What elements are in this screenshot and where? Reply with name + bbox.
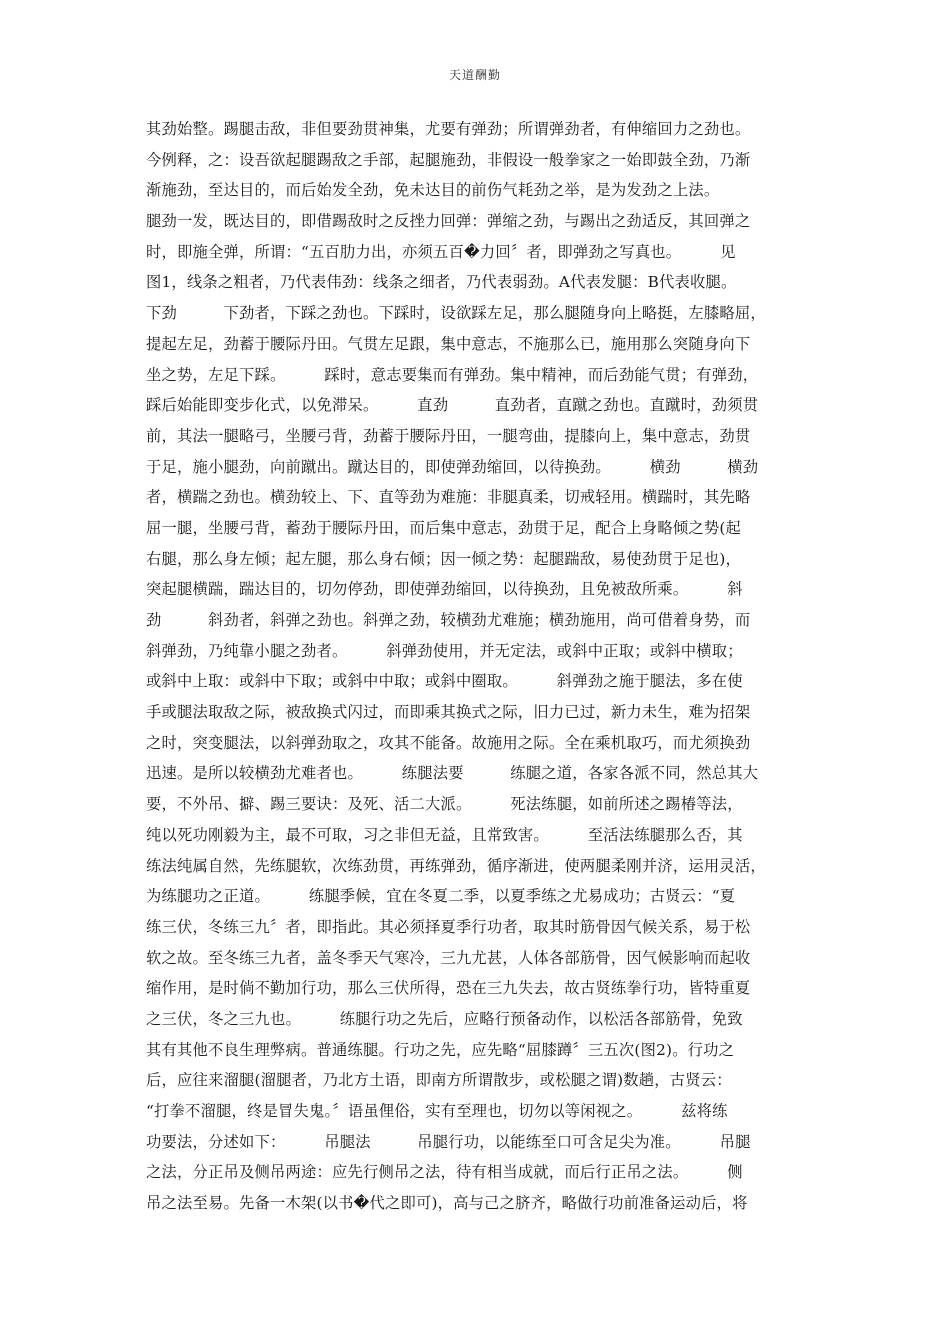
text-line: 劲 斜劲者，斜弹之劲也。斜弹之劲，较横劲尤难施；横劲施用，尚可借着身势，而 xyxy=(146,611,751,629)
text-line: 之三伏，冬之三九也。 练腿行功之先后，应略行预备动作，以松活各部筋骨，免致 xyxy=(146,1009,743,1028)
text-line: 缩作用，是时倘不勤加行功，那么三伏所得，恐在三九失去，故古贤练拳行功，皆特重夏 xyxy=(146,979,751,998)
text-line: 踩后始能即变步化式，以免滞呆。 直劲 直劲者，直蹴之劲也。直蹴时，劲须贯 xyxy=(146,396,759,415)
text-line: 之时，突变腿法，以斜弹劲取之，攻其不能备。故施用之际。全在乘机取巧，而尤须换劲 xyxy=(146,733,751,752)
text-line: 渐施劲，至达目的，而后始发全劲，免未达目的前伤气耗劲之举，是为发劲之上法。 xyxy=(146,181,720,200)
text-line: 屈一腿，坐腰弓背，蓄劲于腰际丹田，而后集中意志，劲贯于足，配合上身略倾之势(起 xyxy=(146,518,742,537)
text-line: 于足，施小腿劲，向前蹴出。蹴达目的，即使弹劲缩回，以待换劲。 横劲 横劲 xyxy=(146,457,759,476)
page-header: 天道酬勤 xyxy=(448,68,501,82)
document-body xyxy=(146,114,806,1219)
text-line: 要，不外吊、擗、踢三要诀：及死、活二大派。 死法练腿，如前所述之踢椿等法， xyxy=(146,795,743,814)
text-line: 其有其他不良生理弊病。普通练腿。行功之先，应先略“屈膝蹲〞三五次(图2)。行功之 xyxy=(146,1040,735,1059)
text-line: 右腿，那么身左倾；起左腿，那么身右倾；因一倾之势：起腿踹敌，易使劲贯于足也)， xyxy=(146,549,742,568)
text-line: 功要法，分述如下： 吊腿法 吊腿行功，以能练至口可含足尖为准。 吊腿 xyxy=(146,1132,751,1151)
text-line: 迅速。是所以较横劲尤难者也。 练腿法要 练腿之道，各家各派不同，然总其大 xyxy=(146,764,759,783)
text-line: 提起左足，劲蓄于腰际丹田。气贯左足跟，集中意志，不施那么已，施用那么突随身向下 xyxy=(146,334,751,353)
text-line: 腿劲一发，既达目的，即借踢敌时之反挫力回弹：弹缩之劲，与踢出之劲适反，其回弹之 xyxy=(146,212,751,231)
text-line: 斜弹劲，乃纯靠小腿之劲者。 斜弹劲使用，并无定法，或斜中正取；或斜中横取； xyxy=(146,641,743,660)
text-line: 手或腿法取敌之际，被敌换式闪过，而即乘其换式之际，旧力已过，新力未生，难为招架 xyxy=(146,703,751,722)
text-line: 后，应往来溜腿(溜腿者，乃北方土语，即南方所谓散步，或松腿之谓)数趟，古贤云： xyxy=(146,1071,732,1090)
text-line: 练三伏，冬练三九〞者，即指此。其必须择夏季行功者，取其时筋骨因气候关系，易于松 xyxy=(146,917,751,936)
text-line: 时，即施全弹，所谓：“五百肋力出，亦须五百�力回〞者，即弹劲之写真也。 见 xyxy=(146,242,736,261)
text-line: 其劲始整。踢腿击敌，非但要劲贯神集，尤要有弹劲；所谓弹劲者，有伸缩回力之劲也。 xyxy=(146,120,751,138)
text-line: 纯以死功刚毅为主，最不可取，习之非但无益，且常致害。 至活法练腿那么否，其 xyxy=(146,825,743,844)
text-line: 今例释，之：设吾欲起腿踢敌之手部，起腿施劲，非假设一般拳家之一始即鼓全劲，乃渐 xyxy=(146,150,751,169)
text-line: “打拳不溜腿，终是冒失鬼。〞语虽俚俗，实有至理也，切勿以等闲视之。 兹将练 xyxy=(146,1102,728,1120)
text-line: 软之故。至冬练三九者，盖冬季天气寒冷，三九尤甚，人体各部筋骨，因气候影响而起收 xyxy=(146,948,751,967)
text-line: 突起腿横踹，踹达目的，切勿停劲，即使弹劲缩回，以待换劲，且免被敌所乘。 斜 xyxy=(146,580,743,599)
text-line: 吊之法至易。先备一木架(以书�代之即可)，高与己之脐齐，略做行功前准备运动后，将 xyxy=(146,1194,748,1213)
text-line: 之法，分正吊及侧吊两途：应先行侧吊之法，待有相当成就，而后行正吊之法。 侧 xyxy=(146,1163,743,1182)
text-line: 图1，线条之粗者，乃代表伟劲：线条之细者，乃代表弱劲。A代表发腿：B代表收腿。 xyxy=(146,273,737,292)
text-line: 练法纯属自然，先练腿软，次练劲贯，再练弹劲，循序渐进，使两腿柔刚并济，运用灵活， xyxy=(146,856,766,875)
text-line: 为练腿功之正道。 练腿季候，宜在冬夏二季，以夏季练之尤易成功；古贤云：“夏 xyxy=(146,887,736,906)
text-line: 或斜中上取：或斜中下取；或斜中中取；或斜中圈取。 斜弹劲之施于腿法，多在使 xyxy=(146,672,743,691)
text-line: 前，其法一腿略弓，坐腰弓背，劲蓄于腰际丹田，一腿弯曲，提膝向上，集中意志，劲贯 xyxy=(146,426,751,445)
text-line: 者，横踹之劲也。横劲较上、下、直等劲为难施：非腿真柔，切戒轻用。横踹时，其先略 xyxy=(146,488,751,507)
text-line: 下劲 下劲者，下踩之劲也。下踩时，设欲踩左足，那么腿随身向上略挺，左膝略屈， xyxy=(146,304,766,323)
text-line: 坐之势，左足下踩。 踩时，意志要集而有弹劲。集中精神，而后劲能气贯；有弹劲， xyxy=(146,365,759,384)
